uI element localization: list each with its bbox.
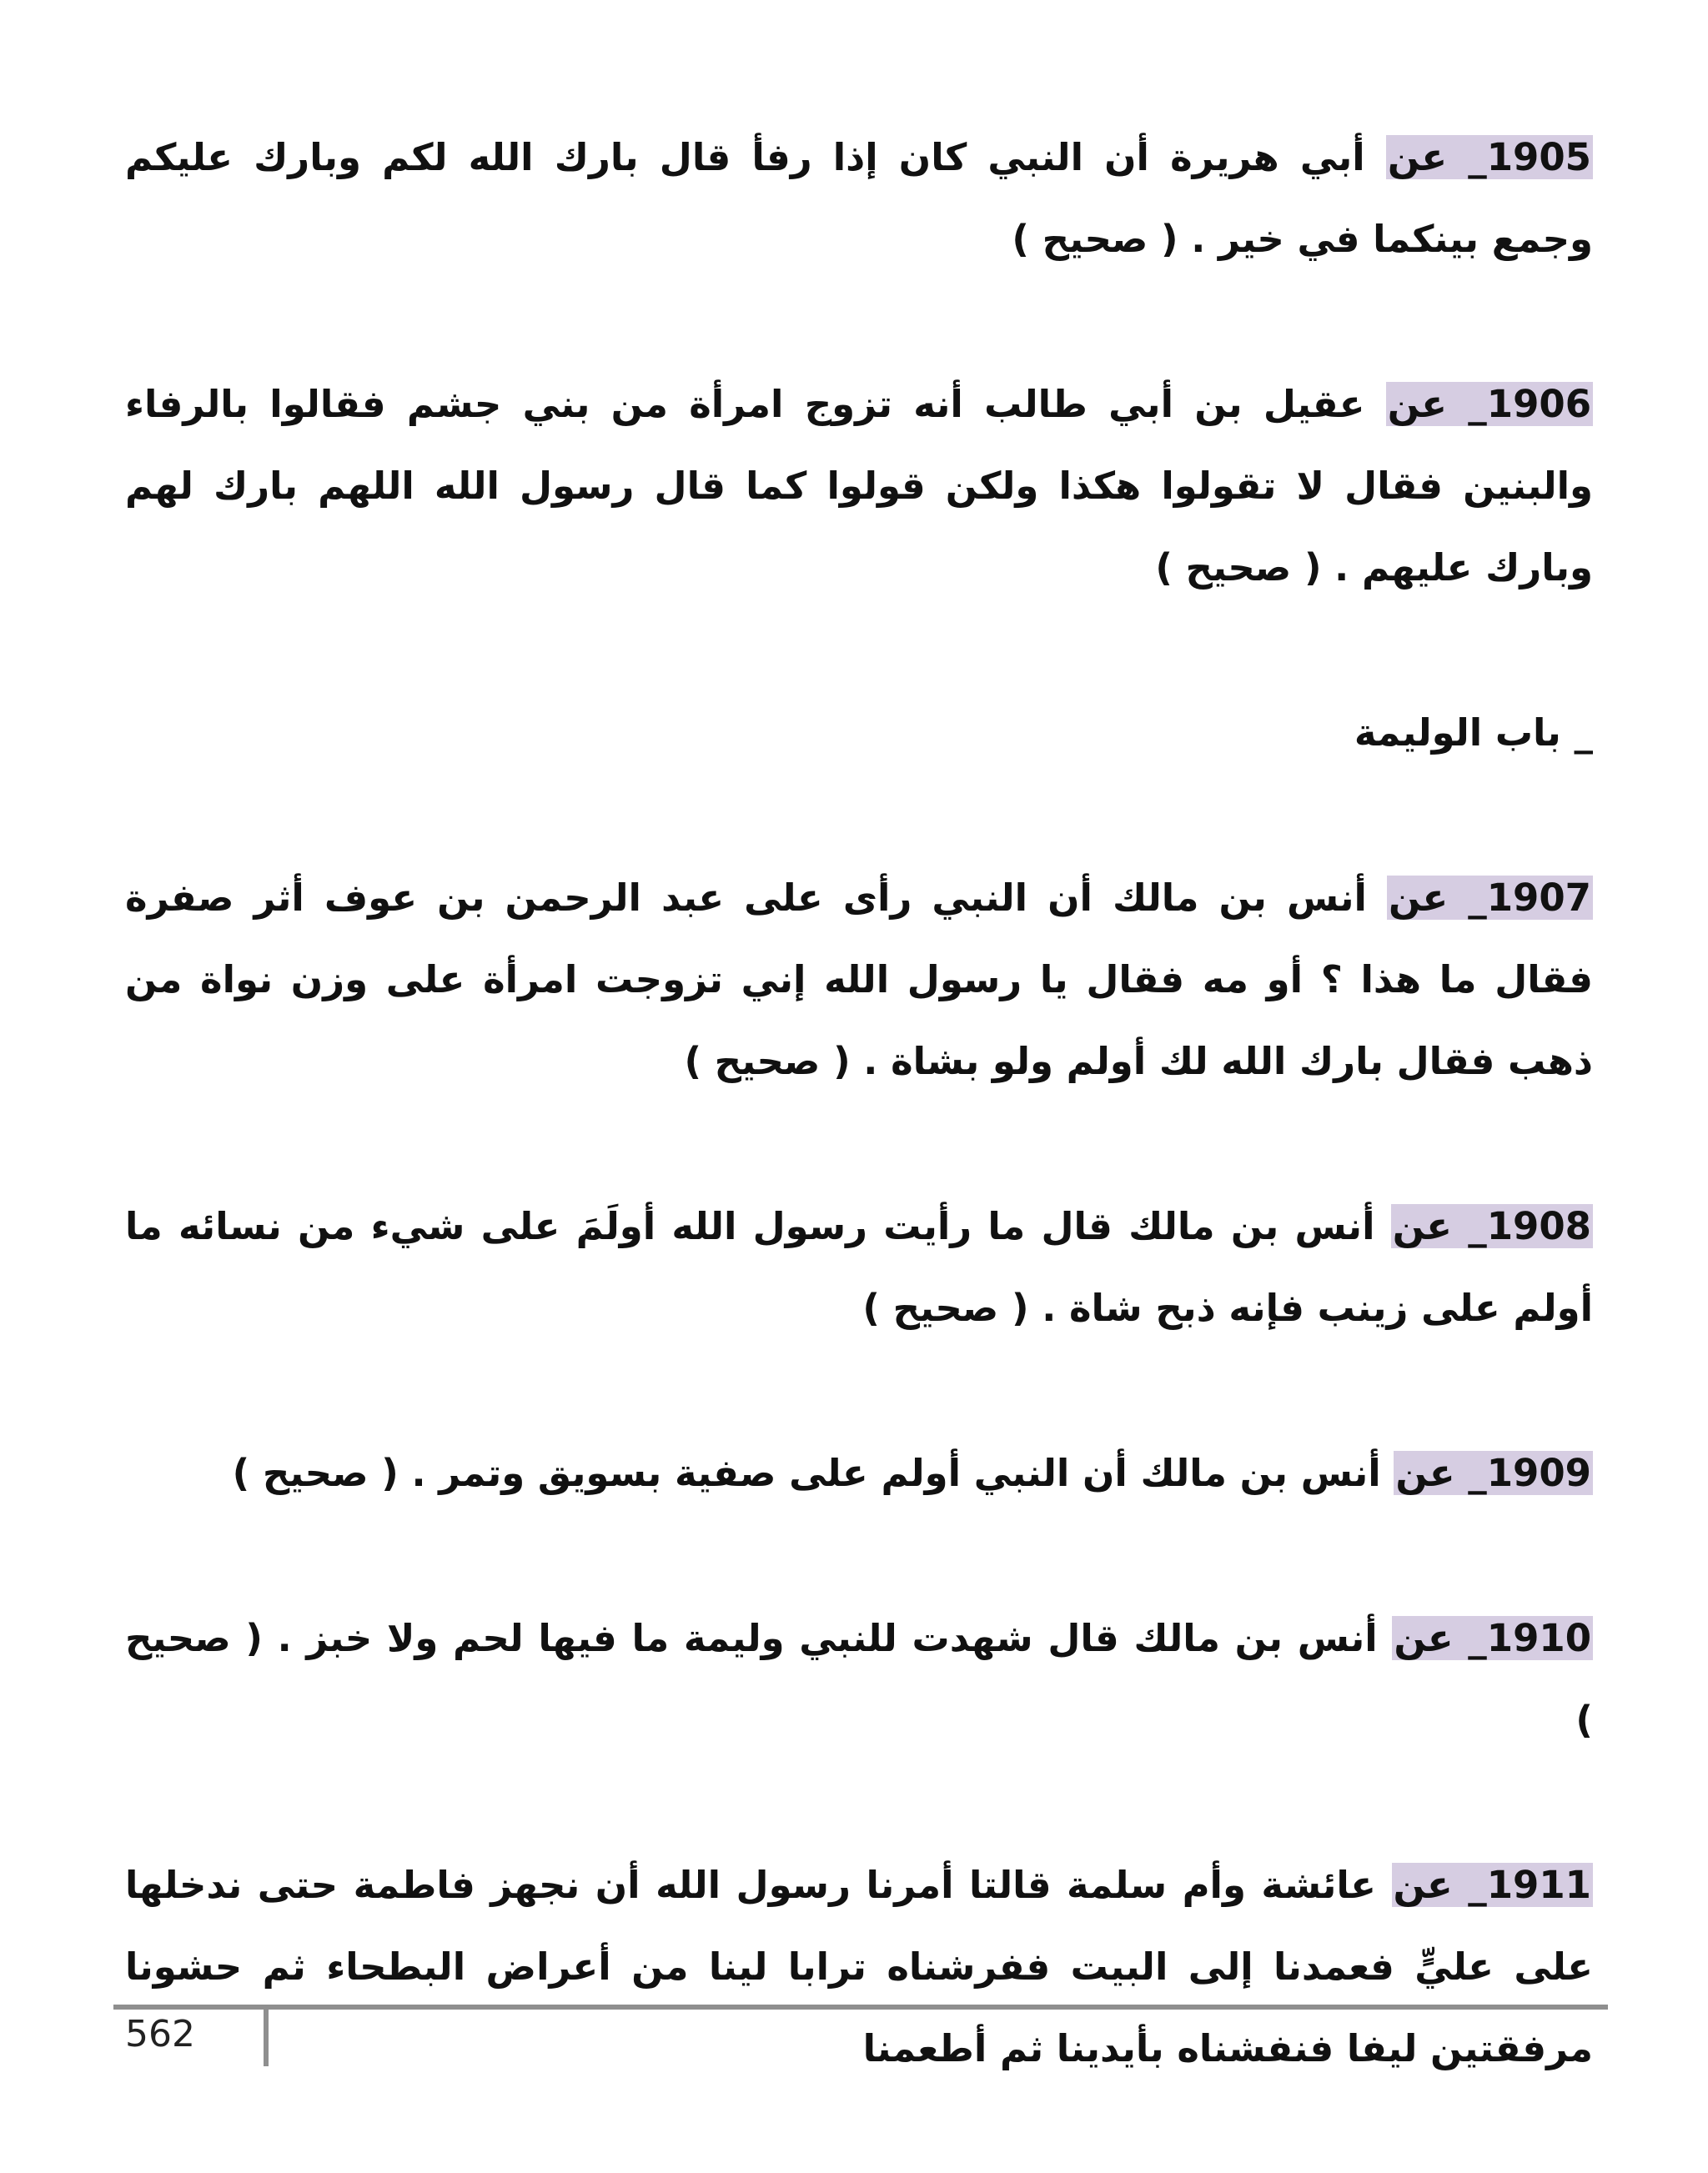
hadith-number-tag bbox=[1392, 1863, 1593, 1907]
hadith-text: أنس بن مالك قال شهدت للنبي وليمة ما فيها لحم ولا خبز . ( صحيح ) bbox=[125, 1616, 1593, 1742]
hadith-1910 bbox=[125, 1598, 1593, 1761]
page-number: 562 bbox=[125, 2013, 195, 2055]
hadith-number: 1911 bbox=[1486, 1863, 1591, 1907]
hadith-number-tag bbox=[1394, 1451, 1593, 1495]
hadith-1905 bbox=[125, 117, 1593, 280]
hadith-number: 1909 bbox=[1486, 1451, 1591, 1495]
hadith-number: 1910 bbox=[1486, 1616, 1592, 1660]
hadith-number-tag bbox=[1392, 1616, 1593, 1660]
hadith-marker: _ عن bbox=[1388, 876, 1487, 920]
hadith-marker: _ عن bbox=[1395, 1451, 1487, 1495]
page-body bbox=[125, 117, 1593, 2173]
hadith-text: أنس بن مالك قال ما رأيت رسول الله أولَمَ على شيء من نسائه ما أولم على زينب فإنه ذبح شاة . ( صحيح ) bbox=[125, 1204, 1593, 1330]
hadith-marker: _ عن bbox=[1387, 382, 1487, 426]
hadith-number-tag bbox=[1391, 1204, 1593, 1248]
hadith-1906 bbox=[125, 364, 1593, 609]
hadith-text: أنس بن مالك أن النبي رأى على عبد الرحمن بن عوف أثر صفرة فقال ما هذا ؟ أو مه فقال يا رسول الله إني تزوجت امرأة على وزن نواة من ذهب فقال بارك الله لك أولم ولو بشاة . ( صحيح ) bbox=[125, 876, 1593, 1083]
hadith-number: 1905 bbox=[1486, 135, 1591, 179]
hadith-number-tag bbox=[1387, 876, 1593, 920]
hadith-number: 1908 bbox=[1486, 1204, 1591, 1248]
section-heading: _ باب الوليمة bbox=[1354, 710, 1593, 755]
hadith-text: أنس بن مالك أن النبي أولم على صفية بسويق وتمر . ( صحيح ) bbox=[232, 1451, 1394, 1495]
hadith-number: 1907 bbox=[1486, 876, 1591, 920]
hadith-marker: _ عن bbox=[1387, 135, 1487, 179]
hadith-1908 bbox=[125, 1186, 1593, 1349]
hadith-marker: _ عن bbox=[1393, 1863, 1487, 1907]
hadith-1911 bbox=[125, 1844, 1593, 2090]
hadith-marker: _ عن bbox=[1394, 1616, 1487, 1660]
hadith-1907 bbox=[125, 857, 1593, 1102]
hadith-marker: _ عن bbox=[1392, 1204, 1487, 1248]
footer-rule bbox=[113, 2005, 1608, 2010]
hadith-number: 1906 bbox=[1486, 382, 1592, 426]
footer-divider bbox=[264, 2010, 269, 2066]
hadith-1909 bbox=[125, 1433, 1593, 1514]
hadith-text: أبي هريرة أن النبي كان إذا رفأ قال بارك الله لكم وبارك عليكم وجمع بينكما في خير . ( صحيح ) bbox=[125, 135, 1593, 261]
hadith-number-tag bbox=[1386, 382, 1593, 426]
hadith-text: عائشة وأم سلمة قالتا أمرنا رسول الله أن نجهز فاطمة حتى ندخلها على عليٍّ فعمدنا إلى البيت ففرشناه ترابا لينا من أعراض البطحاء ثم حشونا مرفقتين ليفا فنفشناه بأيدينا ثم أطعمنا bbox=[125, 1863, 1593, 2070]
hadith-text: عقيل بن أبي طالب أنه تزوج امرأة من بني جشم فقالوا بالرفاء والبنين فقال لا تقولوا هكذا ولكن قولوا كما قال رسول الله اللهم بارك لهم وبارك عليهم . ( صحيح ) bbox=[125, 382, 1593, 590]
hadith-number-tag bbox=[1386, 135, 1593, 179]
